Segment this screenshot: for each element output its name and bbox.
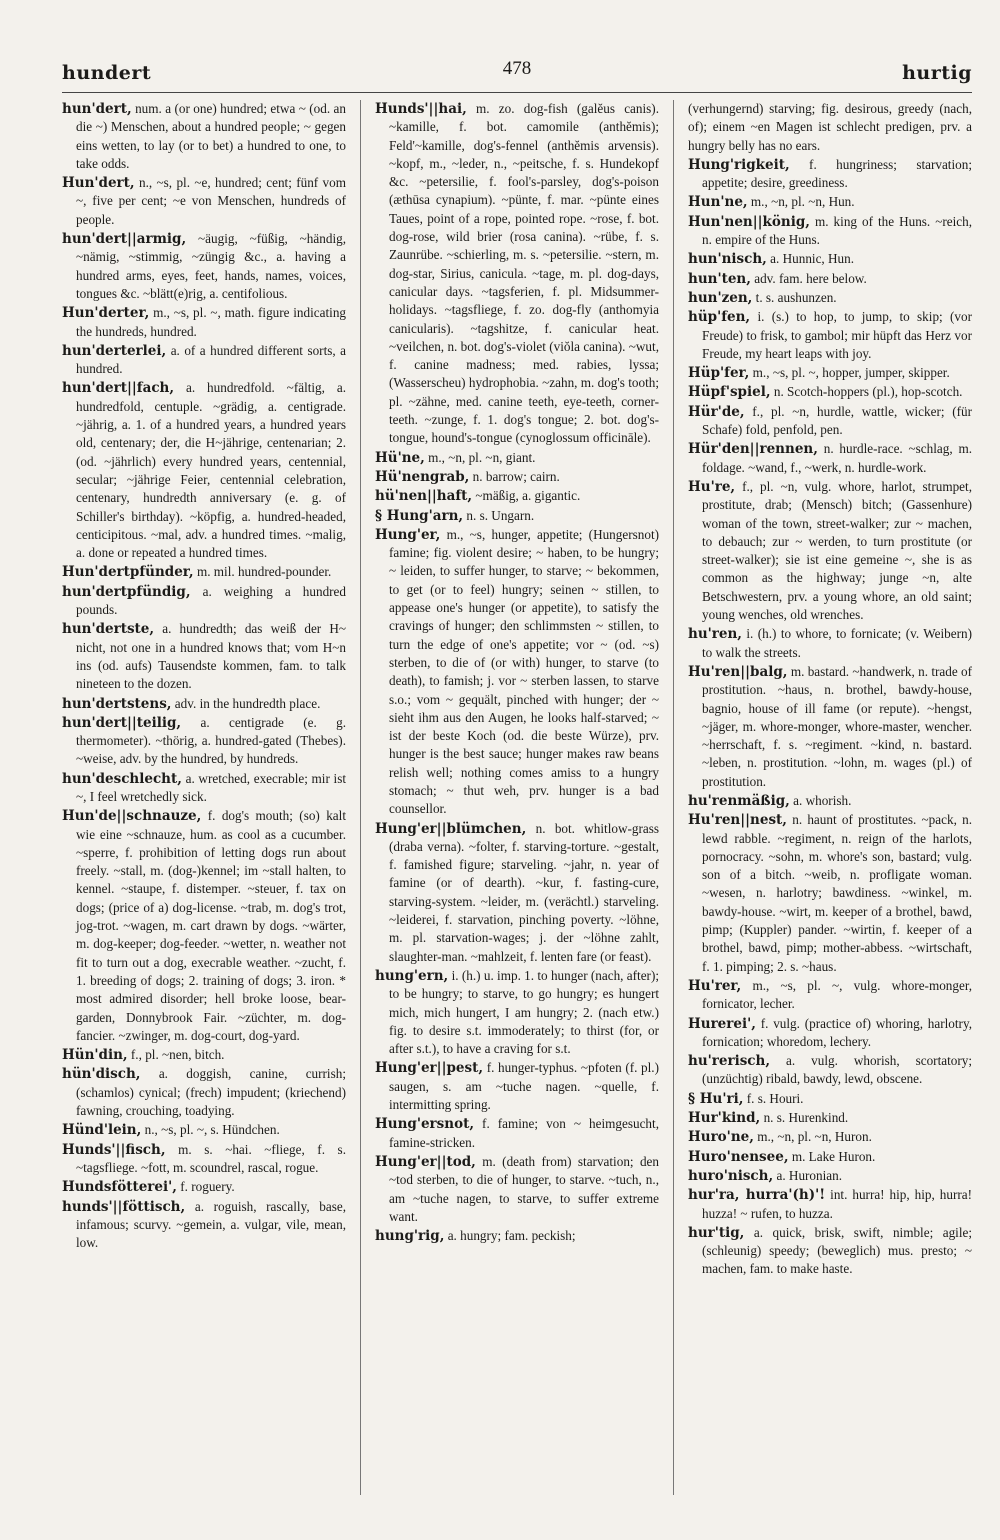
entry-headword: hur'ra, hurra'(h)'! [688,1187,826,1204]
entry-definition: m., ~n, pl. ~n, giant. [428,449,536,465]
entry-definition: t. s. aushunzen. [755,289,837,305]
entry-definition: n., ~s, pl. ~e, hundred; cent; fünf vom ~, five per cent; ~e von Menschen, hundreds of people. [76,175,346,227]
dictionary-entry [62,1121,346,1139]
column-1 [62,100,346,1495]
entry-headword: Hun'dertpfünder, [62,564,194,581]
entry-headword: huro'nisch, [688,1167,774,1184]
entry-definition: a. Hunnic, Hun. [770,251,855,267]
entry-headword: hun'dert||fach, [62,380,175,397]
dictionary-entry [688,100,972,155]
header-right-guide-word: hurtig [902,62,972,84]
entry-headword: hü'nen||haft, [375,488,473,505]
dictionary-entry [62,174,346,229]
entry-definition: n., ~s, pl. ~, s. Hündchen. [144,1122,280,1138]
entry-definition: n. s. Hurenkind. [763,1110,849,1126]
dictionary-entry [62,1141,346,1178]
entry-headword: hün'disch, [62,1066,141,1083]
header-rule [62,92,972,93]
column-divider [360,100,361,1495]
dictionary-entry [688,156,972,193]
entry-headword: Hür'de, [688,403,745,420]
dictionary-entry [62,620,346,693]
entry-headword: hun'dert||armig, [62,231,187,248]
entry-definition: m., ~s, pl. ~, math. figure indicating the hundreds, hundred. [76,305,346,339]
entry-headword: hun'dertpfündig, [62,583,191,600]
dictionary-entry [688,792,972,810]
header-left-guide-word: hundert [62,62,152,84]
entry-definition: f. dog's mouth; (so) kalt wie eine ~schnauze, hum. as cool as a cucumber. ~sperre, f. prohibition of letting dogs run about freely. ~stall, m. (dog-)kennel; im ~stall halten, to kennel. ~staupe, f. distemper. ~steuer, f. tax on dogs; (price of a) dog-license. ~trab, m. dog's trot, jog-trot. ~wagen, m. cart drawn by dogs. ~wärter, m. dog-keeper; dog-feeder. ~wetter, n. weather not fit to turn out a dog, execrable weather. ~zucht, f. 1. breeding of dogs; 2. training of dogs; 3. iron. * most admired disorder; hell broke loose, bear-garden, Donnybrook Fair. ~züchter, m. dog-fancier. ~zwinger, m. dog-court, dog-yard. [76,808,346,1043]
entry-headword: Hü'nengrab, [375,468,470,485]
entry-headword: Hunds'||fisch, [62,1141,166,1158]
entry-headword: hun'nisch, [688,251,767,268]
entry-headword: Hür'den||rennen, [688,441,818,458]
entry-definition: f. s. Houri. [746,1090,804,1106]
dictionary-entry [688,1090,972,1108]
dictionary-entry [375,1059,659,1114]
dictionary-entry [375,1227,659,1245]
entry-definition: a. hundredth; das weiß der H~ nicht, not one in a hundred knows that; vom H~n ins (od. aufs) Tausendste kommen, fam. to talk nineteen to the dozen. [76,621,346,692]
entry-definition: a. of a hundred different sorts, a hundred. [76,342,346,377]
dictionary-entry [688,364,972,382]
entry-headword: hu'rerisch, [688,1053,771,1070]
dictionary-entry [375,487,659,505]
entry-definition: f. hunger-typhus. ~pfoten (f. pl.) saugen, s. am ~tuche nagen. ~quelle, f. intermitting spring. [389,1060,659,1113]
entry-headword: hu'renmäßig, [688,792,790,809]
entry-definition: num. a (or one) hundred; etwa ~ (od. an die ~) Menschen, about a hundred people; ~ gegen eins wetten, to lay (or to bet) a hundred to one, to take odds. [76,101,346,171]
column-divider [673,100,674,1495]
dictionary-entry [688,1015,972,1052]
entry-definition: n. s. Ungarn. [466,507,535,523]
dictionary-entry [375,526,659,819]
entry-headword: hun'dertste, [62,621,155,638]
entry-headword: Hün'din, [62,1047,128,1064]
entry-definition: m. (death from) starvation; den ~tod sterben, to die of hunger, to starve. ~tuch, n., am ~tuche nagen, to starve, to suffer extreme want. [389,1153,659,1224]
dictionary-entry [62,1065,346,1120]
entry-headword: Hung'er||blümchen, [375,820,527,837]
entry-headword: hun'deschlecht, [62,770,182,787]
entry-definition: a. hundredfold. ~fältig, a. hundredfold, centuple. ~grädig, a. centigrade. ~jährig, a. 1. of a hundred years, a hundred years old, centenary; der, die H~jährige, centenarian; 2. (od. ~jährlich) every hundred years, centennial, secular; ~jährige Feier, centennial celebration, centenary, hundredth anniversary (e. g. of Schiller's birthday). ~köpfig, a. hundred-headed, centicipitous. ~mal, adv. a hundred times. ~malig, a. done or repeated a hundred times. [76,380,346,561]
entry-definition: f. vulg. (practice of) whoring, harlotry, fornication; whoredom, lechery. [702,1015,972,1049]
entry-headword: Hun'ne, [688,194,748,211]
entry-headword: Hung'rigkeit, [688,156,790,173]
entry-definition: a. Huronian. [776,1167,843,1183]
entry-definition: int. hurra! hip, hip, hurra! huzza! ~ rufen, to huzza. [702,1187,972,1221]
entry-definition: ~mäßig, a. gigantic. [475,488,581,504]
dictionary-entry [62,583,346,620]
dictionary-entry [688,1052,972,1089]
entry-definition: f. hungriness; starvation; appetite; desire, greediness. [702,156,972,191]
entry-headword: Hun'de||schnauze, [62,808,202,825]
entry-headword: hun'dert||teilig, [62,714,182,731]
entry-definition: ~äugig, ~füßig, ~händig, ~nämig, ~stimmig, ~züngig &c., a. having a hundred arms, eyes, feet, hands, names, voices, tongues &c. ~blätt(e)rig, a. centifolious. [76,231,346,301]
entry-headword: Hung'er, [375,526,441,543]
dictionary-entry [62,379,346,562]
entry-headword: Hu'ren||nest, [688,812,787,829]
entry-definition: a. quick, brisk, swift, nimble; agile; (schleunig) speedy; (beweglich) mus. presto; ~ machen, fam. to make haste. [702,1224,972,1277]
dictionary-entry [62,563,346,581]
dictionary-entry [688,1109,972,1127]
column-3 [688,100,972,1495]
entry-headword: Hung'er||pest, [375,1060,484,1077]
entry-definition: m., ~s, hunger, appetite; (Hungersnot) famine; fig. violent desire; ~ haben, to be hungry; ~ leiden, to suffer hunger, to starve; ~ bekommen, to get (or to feel) hungry; seinen ~ stillen, to appease one's hunger (or appetite), to satisfy the cravings of hunger; den schlimmsten ~ stillen, to turn the edge of one's appetite; vor ~ (od. ~s) sterben, to die of (or with) hunger, to starve (to death), to famish; j. vor ~ sterben lassen, to starve s.o.; vom ~ gequält, pinched with hunger; der ~ sieht ihm aus den Augen, he looks half-starved; ~ ist der beste Koch (od. die beste Würze), prv. hunger is the best sauce; hunger makes raw beans relish well; nothing comes amiss to a hungry stomach; ~ thut weh, prv. hunger is a bad counsellor. [389,526,659,817]
entry-headword: Hun'derter, [62,305,150,322]
entry-definition: f., pl. ~n, hurdle, wattle, wicker; (für Schafe) fold, penfold, pen. [702,403,972,438]
dictionary-entry [688,811,972,976]
entry-headword: hunds'||föttisch, [62,1198,186,1215]
entry-headword: Huro'ne, [688,1129,754,1146]
dictionary-entry [688,213,972,250]
dictionary-entry [688,1224,972,1279]
dictionary-entry [688,270,972,288]
entry-definition: a. vulg. whorish, scortatory; (unzüchtig) ribald, bawdy, lewd, obscene. [702,1053,972,1087]
dictionary-entry [688,1167,972,1185]
entry-definition: a. hungry; fam. peckish; [447,1228,576,1244]
dictionary-entry [688,1128,972,1146]
entry-definition: m., ~s, pl. ~, hopper, jumper, skipper. [752,365,950,381]
entry-headword: hur'tig, [688,1224,745,1241]
entry-definition: i. (h.) to whore, to fornicate; (v. Weibern) to walk the streets. [702,626,972,660]
entry-definition: a. wretched, execrable; mir ist ~, I feel wretchedly sick. [76,770,346,804]
dictionary-entry [62,230,346,303]
entry-headword: Hüp'fer, [688,365,750,382]
entry-headword: hung'rig, [375,1228,445,1245]
entry-headword: hun'dertstens, [62,695,172,712]
entry-definition: a. weighing a hundred pounds. [76,583,346,618]
dictionary-entry [375,967,659,1058]
entry-definition: m. s. ~hai. ~fliege, f. s. ~tagsfliege. ~fott, m. scoundrel, rascal, rogue. [76,1141,346,1175]
entry-headword: Hun'nen||könig, [688,213,811,230]
dictionary-entry [688,250,972,268]
dictionary-entry [375,100,659,448]
entry-definition: f., pl. ~n, vulg. whore, harlot, strumpet, prostitute, drab; (Mensch) bitch; (Gassenhure) woman of the town, street-walker; zur ~ machen, to debauch; zur ~ werden, to turn prostitute (or street-walker); sie ist eine gemeine ~, she is as common as the highway; junge ~n, alte Betschwestern, prv. a young whore, an old saint; young wenches, old wrenches. [702,478,972,623]
entry-headword: Hü'ne, [375,449,425,466]
entry-definition: f., pl. ~nen, bitch. [130,1047,225,1063]
entry-headword: hun'zen, [688,289,753,306]
dictionary-entry [688,440,972,477]
entry-definition: f. famine; von ~ heimgesucht, famine-stricken. [389,1116,659,1150]
dictionary-entry [375,449,659,467]
dictionary-entry [62,770,346,807]
dictionary-entry [688,193,972,211]
entry-headword: hung'ern, [375,967,449,984]
entry-definition: a. centigrade (e. g. thermometer). ~thörig, a. hundred-gated (Thebes). ~weise, adv. by the hundred, by hundreds. [76,714,346,767]
entry-headword: Hu're, [688,478,736,495]
entry-headword: Hur'kind, [688,1110,761,1127]
entry-definition: i. (h.) u. imp. 1. to hunger (nach, after); to be hungry; to starve, to go hungry; es hungert mich, mich hungert, I am hungry; 2. (nach etw.) fig. to desire s.t. immoderately; to thirst (for, or after s.t.), to have a craving for s.t. [389,967,659,1057]
dictionary-entry [62,714,346,769]
entry-definition: (verhungernd) starving; fig. desirous, greedy (nach, of); einem ~en Magen ist schlecht predigen, prv. a hungry belly has no ears. [688,101,972,153]
entry-definition: m., ~n, pl. ~n, Hun. [750,194,855,210]
entry-definition: m., ~n, pl. ~n, Huron. [757,1129,872,1145]
entry-headword: hun'dert, [62,101,132,117]
dictionary-entry [62,1178,346,1196]
entry-definition: n. Scotch-hoppers (pl.), hop-scotch. [773,384,963,400]
entry-headword: Hurerei', [688,1015,756,1032]
entry-definition: n. barrow; cairn. [472,468,560,484]
page-header [62,54,972,94]
entry-definition: n. haunt of prostitutes. ~pack, n. lewd rabble. ~regiment, n. reign of the harlots, pornocracy. ~sohn, m. whore's son, bastard; vulg. son of a bitch. ~weib, n. profligate woman. ~wesen, n. harlotry; bawdiness. ~winkel, m. bawdy-house. ~wirt, m. keeper of a brothel, bawd, pimp; (Kuppler) pander. ~wirtin, f. keeper of a brothel, bawd, pimp; mother-abbess. ~wirtschaft, f. 1. pimping; 2. s. ~haus. [702,812,972,974]
column-2 [375,100,659,1495]
dictionary-entry [62,807,346,1045]
dictionary-entry [375,507,659,525]
entry-headword: Hu'ren||balg, [688,663,788,680]
dictionary-entry [688,403,972,440]
dictionary-entry [62,304,346,341]
entry-definition: n. bot. whitlow-grass (draba verna). ~folter, f. starving-torture. ~gestalt, f. famished figure; starveling. ~jahr, n. year of famine (or of dearth). ~kur, f. fasting-cure, starving-system. ~leider, m. (verächtl.) starveling. ~leiderei, f. starvation, pinching poverty. ~löhne, m. pl. starvation-wages; j. der ~löhne zahlt, slaughter-man. ~mahlzeit, f. lenten fare (or feast). [389,820,659,964]
columns [62,100,972,1495]
dictionary-entry [375,1153,659,1226]
dictionary-entry [62,1198,346,1253]
entry-headword: Hünd'lein, [62,1122,142,1139]
entry-definition: a. whorish. [793,792,852,808]
dictionary-entry [688,625,972,662]
entry-definition: i. (s.) to hop, to jump, to skip; (vor Freude) to frisk, to gambol; mir hüpft das Herz vor Freude, my heart leaps with joy. [702,309,972,361]
entry-headword: Hunds'||hai, [375,101,467,117]
entry-headword: Hundsfötterei', [62,1179,177,1196]
dictionary-entry [688,1148,972,1166]
entry-headword: Huro'nensee, [688,1148,789,1165]
entry-headword: § Hu'ri, [688,1090,744,1107]
dictionary-entry [688,289,972,307]
entry-definition: n. hurdle-race. ~schlag, m. foldage. ~wand, f., ~werk, n. hurdle-work. [702,441,972,475]
entry-headword: hüp'fen, [688,309,751,326]
entry-definition: m. king of the Huns. ~reich, n. empire of the Huns. [702,213,972,248]
entry-headword: hu'ren, [688,626,742,643]
entry-definition: m. Lake Huron. [791,1148,876,1164]
entry-definition: m. mil. hundred-pounder. [196,564,332,580]
entry-headword: § Hung'arn, [375,507,464,524]
entry-headword: Hun'dert, [62,175,135,192]
page-number: 478 [502,58,532,79]
entry-definition: m. zo. dog-fish (galĕus canis). ~kamille, f. bot. camomile (anthĕmis); Feld'~kamille, dog's-fennel (anthĕmis arvensis). ~kopf, m., ~leder, n., ~peitsche, f. s. Hundekopf &c. ~petersilie, f. fool's-parsley, dog's-poison (æthūsa cynapium). ~pünte, f. mar. ~pünte eines Taues, point of a rope, pointed rope. ~rose, f. bot. dog-rose, wild brier (rosa canina). ~rübe, f. s. Zaunrübe. ~schierling, m. s. ~petersilie. ~stern, m. dog-star, Sirius, canicula. ~tage, m. pl. dog-days, canicular days. ~tagsferien, f. pl. Midsummer-holidays. ~tagsfliege, f. zo. dog-fly (anthomyia canicularis). ~tagshitze, f. canicular heat. ~veilchen, n. bot. dog's-violet (viŏla canina). ~wut, f. canine madness; med. rabies, lyssa; (Wasserscheu) hydrophobia. ~zahn, m. dog's tooth; pl. ~zähne, med. canine teeth, eye-teeth, corner-teeth. ~zunge, f. 1. dog's tongue; 2. bot. dog's-tongue, hound's-tongue (cynoglossum officināle). [389,101,659,446]
entry-definition: a. roguish, rascally, base, infamous; scurvy. ~gemein, a. vulgar, vile, mean, low. [76,1198,346,1251]
entry-definition: m., ~s, pl. ~, vulg. whore-monger, fornicator, lecher. [702,977,972,1012]
entry-headword: Hu'rer, [688,977,742,994]
dictionary-entry [688,308,972,363]
entry-headword: hun'ten, [688,270,751,287]
dictionary-entry [688,478,972,624]
dictionary-entry [62,342,346,379]
dictionary-entry [375,820,659,966]
entry-headword: Hung'er||tod, [375,1153,476,1170]
dictionary-entry [375,468,659,486]
dictionary-entry [688,977,972,1014]
dictionary-entry [375,1115,659,1152]
dictionary-entry [688,1186,972,1223]
entry-headword: Hüpf'spiel, [688,384,771,401]
entry-definition: a. doggish, canine, currish; (schamlos) cynical; (frech) impudent; (kriechend) fawning, crouching, toadying. [76,1066,346,1119]
dictionary-entry [62,1046,346,1064]
entry-definition: f. roguery. [180,1179,235,1195]
entry-headword: Hung'ersnot, [375,1116,475,1133]
entry-definition: adv. in the hundredth place. [174,695,321,711]
dictionary-entry [62,695,346,713]
entry-definition: adv. fam. here below. [754,270,867,286]
entry-headword: hun'derterlei, [62,342,167,359]
entry-definition: m. bastard. ~handwerk, n. trade of prostitution. ~haus, n. brothel, bawdy-house, bagnio, house of ill fame (or repute). ~hengst, ~jäger, m. whore-monger, whore-master, wencher. ~herrschaft, f. s. ~regiment. ~kind, n. bastard. ~leben, n. prostitution. ~lohn, m. wages (pl.) of prostitution. [702,663,972,789]
dictionary-entry [62,100,346,173]
dictionary-entry [688,383,972,401]
dictionary-entry [688,663,972,791]
